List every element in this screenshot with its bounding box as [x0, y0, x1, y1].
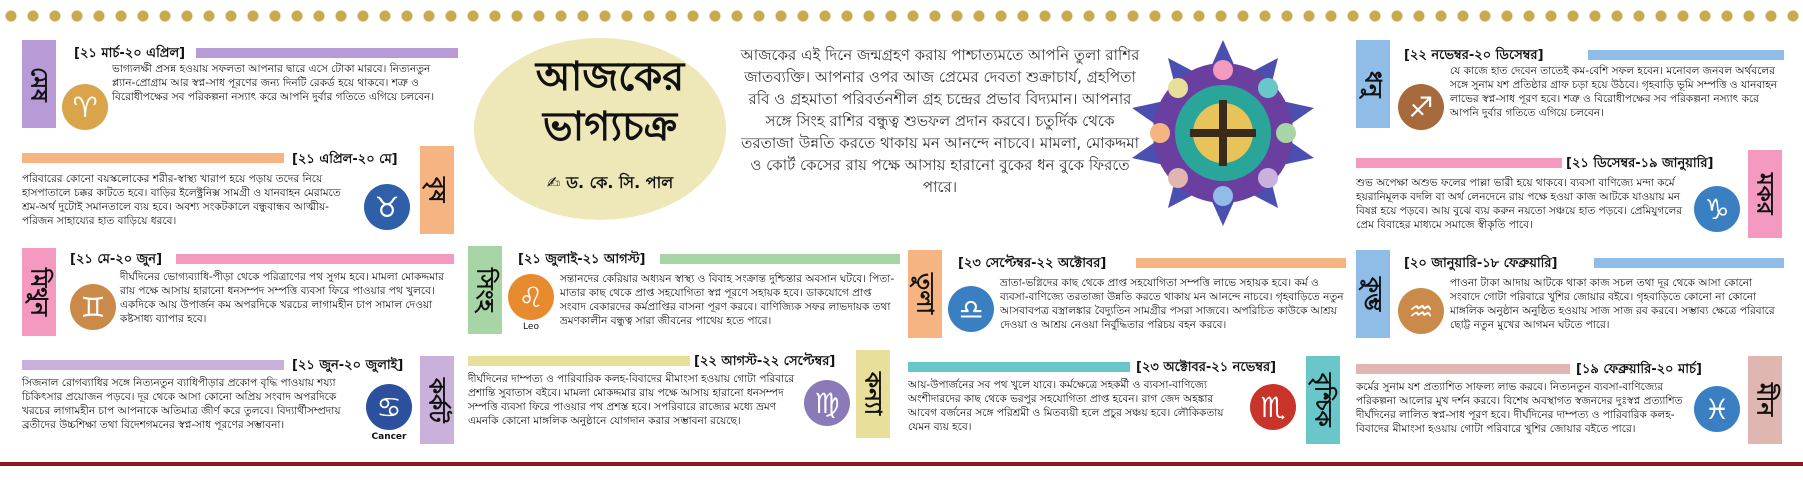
sign-name: কন্যা — [859, 372, 886, 416]
sign-tab-cancer — [420, 356, 454, 444]
sign-text: ভ্রাতা-ভগ্নিদের কাছ থেকে প্রাপ্ত সহযোগিতা সম্পত্তি লাভে সহায়ক হবে। কর্ম ও ব্যবসা-বাণিজ্যে তরতাজা উন্নতি করতে থাকায় মন আনন্দে নাচবে। গৃহবাড়িতে নতুন আসবাবপত্র বস্ত্রালঙ্কার বৈদ্যুতিন সামগ্রীর পসরা সাজবে। অপরিচিত কাউকে আশ্রয় দেওয়া ও আশ্রয় নেওয়া নির্বুদ্ধিতার পরিচয় বহন করবে। — [1000, 277, 1344, 331]
sign-text: পরিবারের কোনো বয়স্কলোকের শরীর-স্বাস্থ্য খারাপ হয়ে পড়ায় তদের নিয়ে হাসপাতালে চক্কর কাটতে হবে। বাড়ির ইলেক্ট্রনিক্স সামগ্রী ও যানবাহন মেরামতে শ্রম-অর্থ দুটোই সমানতালে ব্যয় হবে। অবশ্য সংকটকালে বন্ধুবান্ধব আত্মীয়-পরিজন সাহায্যের হাত বাড়িয়ে ধরবে। — [22, 173, 341, 227]
color-bar — [196, 48, 458, 58]
cancer-icon: ♋ — [366, 384, 412, 430]
dotted-border-top — [0, 6, 1803, 26]
sign-date: [২১ মে-২০ জুন] — [70, 252, 163, 267]
sagittarius-icon: ♐ — [1398, 84, 1444, 130]
sign-tab-taurus — [420, 146, 454, 234]
sign-date: [২১ মার্চ-২০ এপ্রিল] — [74, 46, 186, 61]
sign-tab-virgo — [856, 350, 890, 438]
sign-text: ভাগ্যলক্ষী প্রসন্ন হওয়ায় সফলতা আপনার দ্বারে এসে টোকা মারবে। নিত্যনতুন প্ল্যান-প্রোগ্রাম আর স্বপ্ন-সাধ পূরণের জন্য দিনটি রেকর্ড হয়ে থাকবে। শত্রু ও বিরোধীপক্ষের সব পরিকল্পনা নস্যাৎ করে আপনি দুর্বার গতিতে এগিয়ে চলবেন। — [112, 63, 435, 103]
scorpio-icon: ♏ — [1250, 384, 1296, 430]
sign-date: [২১ এপ্রিল-২০ মে] — [292, 152, 398, 167]
sign-text: সন্তানদের কেরিয়ার অধ্যয়ন স্বাস্থ্য ও বিবাহ সংক্রান্ত দুশ্চিন্তার অবসান ঘটবে। পিতা-মাতার কাছ থেকে প্রাপ্ত সহযোগিতা স্বপ্ন পূরণে সহায়ক হবে। ডাকযোগে প্রাপ্ত সংবাদ বেকারদের কর্মপ্রাপ্তির বাসনা পূরণ করবে। বাণিজ্যিক সফর লাভদায়ক তথা ভ্রমণকালীন বন্ধুত্ব সারা জীবনের পাথেয় হতে পারে। — [560, 273, 895, 327]
author-byline — [520, 170, 700, 197]
aries-icon: ♈ — [62, 84, 108, 130]
sign-text: কর্মের সুনাম যশ প্রত্যাশিত সাফল্য লাভ করবে। নিত্যনতুন ব্যবসা-বাণিজ্যের পরিকল্পনা আলোর মুখ দর্শন করবে। বিশেষ অবস্থাগত স্বজনদের দুঃস্বপ্ন প্রত্যাশিত দীর্ঘদিনের লালিত স্বপ্ন-সাধ পূরণ হবে। দীর্ঘদিনের দাম্পত্য ও পারিবারিক কলহ-বিবাদের মীমাংসা হওয়ায় গোটা পরিবারে খুশির জোয়ার বইতে পারে। — [1356, 381, 1683, 435]
color-bar — [176, 254, 454, 264]
sign-name: মকর — [1751, 173, 1778, 215]
page-title: আজকের ভাগ্যচক্র — [535, 53, 685, 150]
sign-tab-aries — [22, 40, 56, 128]
sign-name: সিংহ — [471, 268, 498, 312]
author-name: ড. কে. সি. পাল — [566, 173, 674, 192]
gemini-icon: ♊ — [70, 284, 116, 330]
sign-name: কর্কট — [423, 377, 450, 423]
sign-name: তুলা — [911, 273, 938, 315]
sign-tab-pisces — [1748, 356, 1782, 444]
color-bar — [1588, 50, 1784, 60]
sign-text: শুভ অপেক্ষা অশুভ ফলের পাল্লা ভারী হয়ে থাকবে। ব্যবসা বাণিজ্যে মন্দা কর্মে হয়রানিমূলক বদলি বা অর্থ লেনদেনে রায় পক্ষে হওয়া কাজ আটকে যাওয়ায় মন বিষণ্ণ হয়ে পড়বে। আয় বুঝে ব্যয় করুন নয়তো সঞ্চয়ে হাত পড়বে। প্রেমিযুগলের প্রেম বিবাহের মাধ্যমে সমাজে স্বীকৃতি পাবে। — [1356, 177, 1683, 231]
color-bar — [1356, 158, 1562, 168]
bottom-rule — [0, 462, 1803, 466]
sign-tab-libra — [908, 250, 942, 338]
sign-date: [২০ জানুয়ারি-১৮ ফেব্রুয়ারি] — [1404, 256, 1558, 271]
sign-date: [২১ জুলাই-২১ আগস্ট] — [518, 252, 646, 267]
sign-name: মিথুন — [25, 268, 52, 316]
sign-date: [২৩ অক্টোবর-২১ নভেম্বর] — [1136, 360, 1277, 375]
sign-tab-aquarius — [1356, 250, 1390, 338]
aquarius-icon: ♒ — [1398, 288, 1444, 334]
sign-name: মেষ — [25, 66, 52, 102]
sign-name: মীন — [1751, 383, 1778, 417]
sign-name: ধনু — [1359, 70, 1386, 98]
pisces-icon: ♓ — [1694, 386, 1740, 432]
sign-tab-sagittarius — [1356, 40, 1390, 128]
intro-text: আজকের এই দিনে জন্মগ্রহণ করায় পাশ্চাত্যমতে আপনি তুলা রাশির জাতব্যক্তি। আপনার ওপর আজ প্রেমের দেবতা শুক্রাচার্য, গ্রহপিতা রবি ও গ্রহমাতা পরিবর্তনশীল গ্রহ চন্দ্রের প্রভাব বিদ্যমান। আপনার সঙ্গে সিংহ রাশির বন্ধুত্ব শুভফল প্রদান করবে। চতুর্দিক থেকে তরতাজা উন্নতি করতে থাকায় মন আনন্দে নাচবে। মামলা, মোকদ্দমা ও কোর্ট কেসের রায় পক্ষে আসায় হারানো বুকের ধন বুকে ফিরতে পারে। — [740, 46, 1140, 196]
color-bar — [908, 362, 1130, 372]
virgo-icon: ♍ — [804, 380, 850, 426]
leo-caption: Leo — [523, 322, 539, 332]
leo-icon: ♌ — [508, 274, 554, 320]
sign-date: [২১ জুন-২০ জুলাই] — [292, 358, 404, 373]
sign-name: বৃষ — [423, 177, 450, 203]
color-bar — [22, 360, 284, 370]
sign-date: [২১ ডিসেম্বর-১৯ জানুয়ারি] — [1566, 156, 1714, 171]
color-bar — [1594, 258, 1784, 268]
sign-name: কুম্ভ — [1359, 276, 1386, 312]
color-bar — [1356, 364, 1570, 374]
sign-text: দীর্ঘদিনের ভোগ্যব্যাধি-পীড়া থেকে পরিত্রাণের পথ সুগম হবে। মামলা মোকদ্দমার রায় পক্ষে আসায় হারানো ধনসম্পদ সম্পত্তি ব্যবসা ফিরে পাওয়ার পথ খুলবে। একদিকে আয় উপার্জন কম অপরদিকে খরচের লাগামহীন চাপ সামাল দেওয়া কষ্টসাধ্য ব্যাপার হবে। — [120, 271, 444, 325]
zodiac-wheel-icon — [1128, 38, 1318, 228]
sign-tab-gemini — [22, 248, 56, 336]
cancer-caption: Cancer — [371, 432, 407, 442]
color-bar — [1136, 258, 1346, 268]
sign-text: দীর্ঘদিনের দাম্পত্য ও পারিবারিক কলহ-বিবাদের মীমাংসা হওয়ায় গোটা পরিবারে প্রশান্তি সুবাতাস বইবে। মামলা মোকদ্দমার রায় পক্ষে আসায় হারানো ধনসম্পদ সম্পত্তি ব্যবসা ফিরে পাওয়ার পথ প্রশস্ত হবে। সপরিবারে রাজ্যের মধ্যে ভ্রমণ এমনকি কোনো মাঙ্গলিক অনুষ্ঠানে যোগদান করার সম্ভাবনা রয়েছে। — [468, 373, 795, 427]
sign-date: [১৯ ফেব্রুয়ারি-২০ মার্চ] — [1576, 362, 1702, 377]
pen-icon: ✍ — [546, 173, 561, 192]
sign-text: আয়-উপার্জনের সব পথ খুলে যাবে। কর্মক্ষেত্রে সহকর্মী ও ব্যবসা-বাণিজ্যে অংশীদারদের কাছ থেকে ভরপুর সহযোগিতা প্রাপ্ত হবেন। রাগ জেদ অহঙ্কার আবেগ বর্জনের সঙ্গে পরিশ্রমী ও মিতব্যয়ী হলে প্রচুর সঞ্চয় হবে। লৌকিকতায় যেমন ব্যয় হবে। — [908, 379, 1224, 433]
sign-tab-scorpio — [1306, 356, 1340, 444]
color-bar — [22, 153, 284, 163]
color-bar — [660, 254, 900, 264]
sign-name: বৃশ্চিক — [1309, 373, 1336, 427]
capricorn-icon: ♑ — [1694, 186, 1740, 232]
sign-tab-leo — [468, 246, 502, 334]
taurus-icon: ♉ — [364, 184, 410, 230]
sign-date: [২২ আগস্ট-২২ সেপ্টেম্বর] — [694, 354, 836, 369]
sign-text: যে কাজে হাত দেবেন তাতেই কম-বেশি সফল হবেন। মনোবল জনবল অর্থবলের সঙ্গে সুনাম যশ প্রতিষ্ঠার গ্রাফ চড়া হয়ে উঠবে। গৃহবাড়ি ভূমি সম্পত্তি ও যানবাহন লাভের স্বপ্ন-সাধ পূরণ হবে। শত্রু ও বিরোধীপক্ষের সব পরিকল্পনা নস্যাৎ করে আপনি দুর্বার গতিতে এগিয়ে চলবেন। — [1450, 65, 1778, 119]
sign-date: [২২ নভেম্বর-২০ ডিসেম্বর] — [1404, 48, 1544, 63]
sign-text: সিজনাল রোগব্যাধির সঙ্গে নিত্যনতুন ব্যাধিপীড়ার প্রকোপ বৃদ্ধি পাওয়ায় শয্যা চিকিৎসার প্রয়োজন পড়বে। দূর থেকে আসা কোনো অপ্রিয় সংবাদ অপরদিকে খরচের লাগামহীন চাপ আপনাকে অতিমাত্র জীর্ণ করে তুলবে। বিদ্যার্থীসম্প্রদায় ব্রতীদের উচ্চশিক্ষা তথা বিদেশগমনের স্বপ্ন-সাধ পূরণের সম্ভাবনা। — [22, 377, 341, 431]
sign-date: [২৩ সেপ্টেম্বর-২২ অক্টোবর] — [958, 256, 1107, 271]
sign-tab-capricorn — [1748, 150, 1782, 238]
color-bar — [468, 356, 690, 366]
libra-icon: ♎ — [948, 286, 994, 332]
sign-text: পাওনা টাকা আদায় আটকে থাকা কাজ সচল তথা দূর থেকে আসা কোনো সংবাদে গোটা পরিবারে খুশির জোয়ার বইবে। গৃহবাড়িতে কোনো না কোনো মাঙ্গলিক অনুষ্ঠান অনুষ্ঠিত হওয়ায় সাজ সাজ রব করবে। সম্ভাব্য ক্ষেত্রে পরিবারে ছোট্ট নতুন মুখের আগমন ঘটতে পারে। — [1450, 277, 1775, 331]
